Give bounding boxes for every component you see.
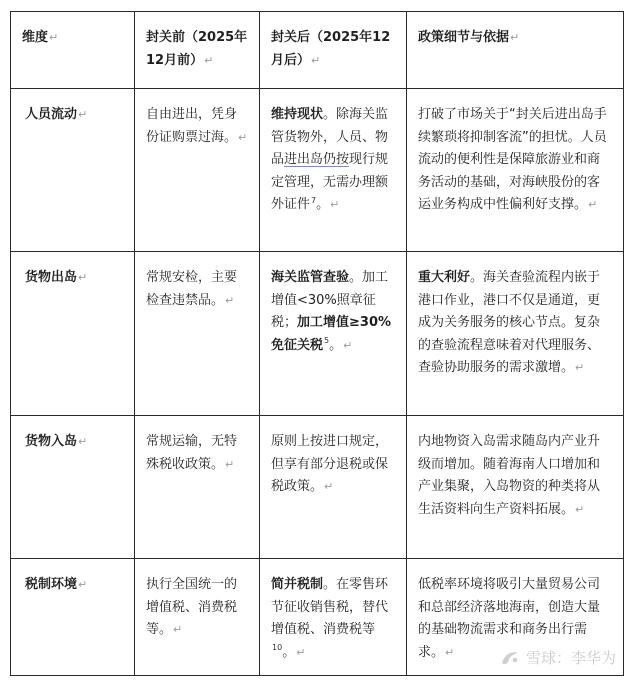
- row-dimension: 税制环境↵: [11, 559, 135, 676]
- header-row: [11, 12, 624, 89]
- row-detail: 低税率环境将吸引大量贸易公司和总部经济落地海南，创造大量的基础物流需求和商务出行需求。↵: [407, 559, 624, 676]
- table-row: [11, 89, 624, 252]
- row-before: 执行全国统一的增值税、消费税等。↵: [135, 559, 260, 676]
- row-dimension: 货物入岛↵: [11, 416, 135, 559]
- row-after: 原则上按进口规定，但享有部分退税或保税政策。↵: [260, 416, 407, 559]
- row-after: 海关监管查验。加工增值<30%照章征税；加工增值≥30%免征关税$^5$。↵: [260, 252, 407, 416]
- row-before: 常规运输，无特殊税收政策。↵: [135, 416, 260, 559]
- row-dimension: 货物出岛↵: [11, 252, 135, 416]
- policy-comparison-table: [10, 11, 624, 676]
- row-detail: 打破了市场关于“封关后进出岛手续繁琐将抑制客流”的担忧。人员流动的便利性是保障旅游业和商务活动的基础，对海峡股份的客运业务构成中性偏利好支撑。↵: [407, 89, 624, 252]
- header-after: 封关后（2025年12月后）↵: [260, 12, 407, 89]
- row-before: 常规安检，主要检查违禁品。↵: [135, 252, 260, 416]
- table-row: [11, 416, 624, 559]
- row-detail: 内地物资入岛需求随岛内产业升级而增加。随着海南人口增加和产业集聚，入岛物资的种类将从生活资料向生产资料拓展。↵: [407, 416, 624, 559]
- table-row: [11, 252, 624, 416]
- row-detail: 重大利好。海关查验流程内嵌于港口作业，港口不仅是通道，更成为关务服务的核心节点。复杂的查验流程意味着对代理服务、查验协助服务的需求激增。↵: [407, 252, 624, 416]
- snowball-logo-icon: [499, 649, 521, 667]
- row-dimension: 人员流动↵: [11, 89, 135, 252]
- header-dimension: 维度↵: [11, 12, 135, 89]
- header-detail: 政策细节与依据↵: [407, 12, 624, 89]
- header-before: 封关前（2025年12月前）↵: [135, 12, 260, 89]
- row-after: 维持现状。除海关监管货物外，人员、物品进出岛仍按现行规定管理，无需办理额外证件$^7$。↵: [260, 89, 407, 252]
- watermark: [499, 647, 616, 668]
- row-before: 自由进出，凭身份证购票过海。↵: [135, 89, 260, 252]
- row-after: 简并税制。在零售环节征收销售税，替代增值税、消费税等$^{10}$。↵: [260, 559, 407, 676]
- watermark-text: 雪球：李华为: [525, 649, 616, 667]
